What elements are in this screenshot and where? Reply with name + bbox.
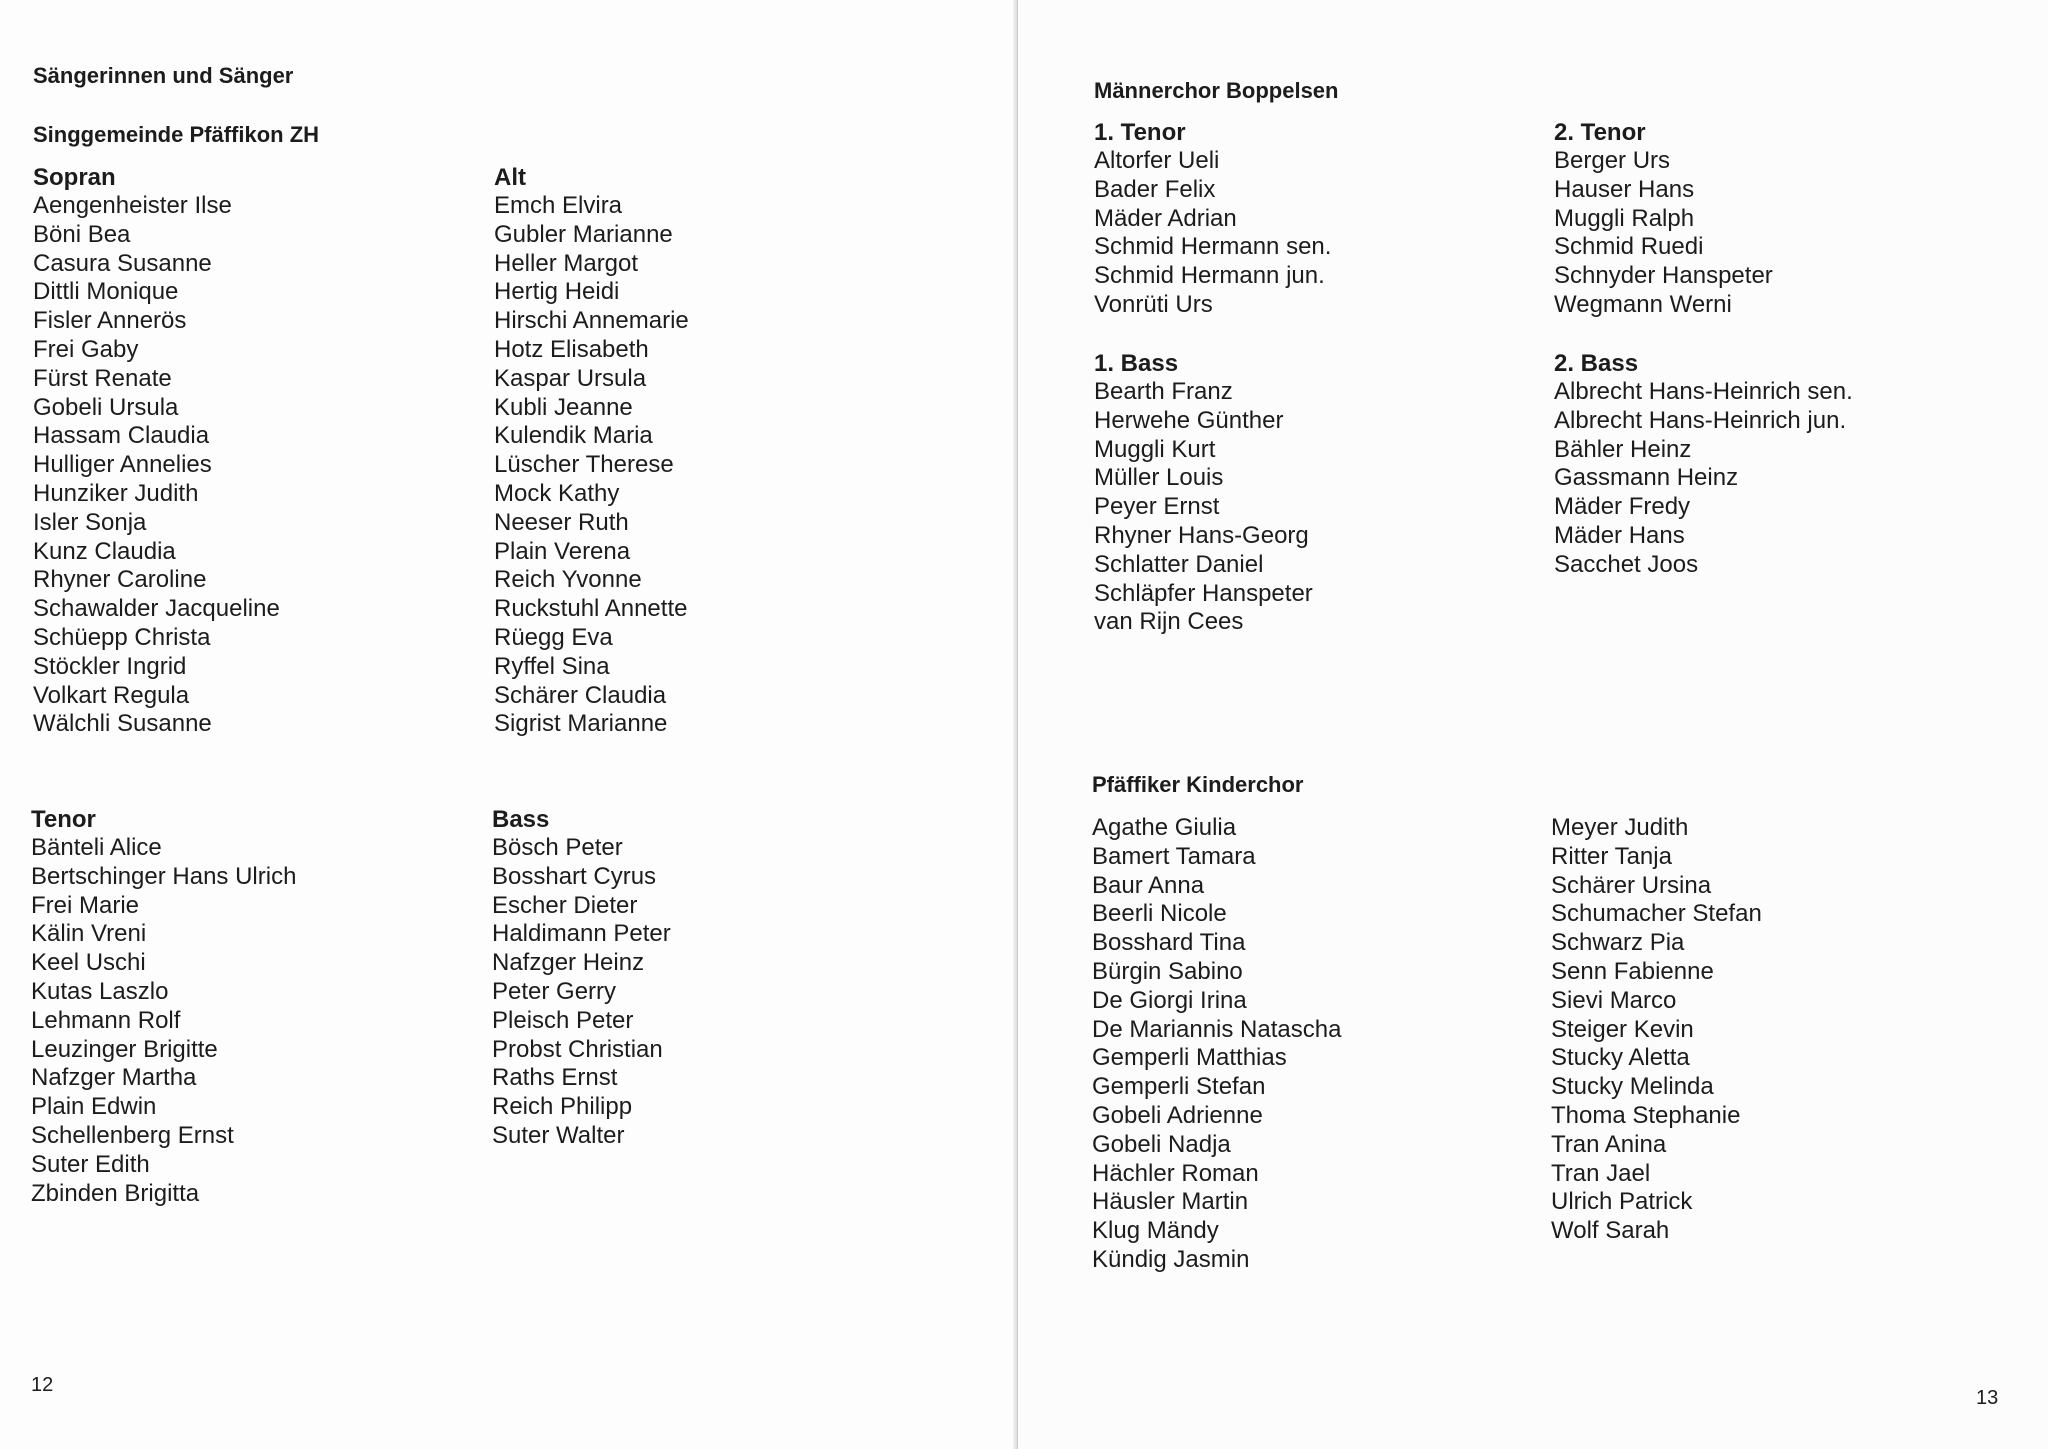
list-item: Rhyner Hans-Georg	[1094, 521, 1309, 549]
list-item: Muggli Kurt	[1094, 435, 1216, 463]
column-bass	[492, 806, 671, 1151]
right-page	[1018, 0, 2048, 1449]
list-item: Hassam Claudia	[33, 422, 210, 450]
list-item: Tran Jael	[1551, 1159, 1651, 1187]
column-2-tenor	[1554, 119, 1773, 320]
list-item: Bürgin Sabino	[1092, 957, 1243, 985]
list-item: Wälchli Susanne	[33, 710, 212, 738]
list-item: Schlatter Daniel	[1094, 550, 1264, 578]
list-item: Frei Gaby	[33, 335, 139, 363]
choir-title-kinderchor: Pfäffiker Kinderchor	[1092, 772, 1304, 797]
list-item: Haldimann Peter	[492, 920, 671, 948]
column-kinderchor-1	[1092, 814, 1341, 1275]
list-item: van Rijn Cees	[1094, 608, 1244, 636]
list-item: Gemperli Matthias	[1092, 1044, 1287, 1072]
name-list-sopran	[33, 192, 280, 739]
list-item: Herwehe Günther	[1094, 406, 1284, 434]
list-item: Schellenberg Ernst	[31, 1121, 234, 1149]
list-item: Leuzinger Brigitte	[31, 1035, 218, 1063]
section-title: Sängerinnen und Sänger	[33, 63, 294, 88]
list-item: Sievi Marco	[1551, 986, 1677, 1014]
list-item: Kutas Laszlo	[31, 977, 169, 1005]
list-item: Frei Marie	[31, 891, 140, 919]
list-item: Bänteli Alice	[31, 834, 162, 861]
list-item: Suter Walter	[492, 1121, 625, 1149]
list-item: Altorfer Ueli	[1094, 147, 1220, 174]
list-item: Volkart Regula	[33, 681, 190, 709]
list-item: Gubler Marianne	[494, 220, 673, 248]
name-list-bass	[492, 834, 671, 1151]
choir-title-singgemeinde: Singgemeinde Pfäffikon ZH	[33, 122, 320, 147]
list-item: Peyer Ernst	[1094, 493, 1220, 521]
list-item: Schärer Claudia	[494, 681, 667, 709]
column-alt	[494, 164, 689, 739]
list-item: Bamert Tamara	[1092, 842, 1256, 870]
voice-title-2-tenor: 2. Tenor	[1554, 119, 1646, 146]
list-item: Reich Yvonne	[494, 566, 642, 594]
list-item: Kunz Claudia	[33, 537, 176, 565]
name-list-tenor	[31, 834, 296, 1208]
list-item: Plain Edwin	[31, 1093, 157, 1121]
list-item: Vonrüti Urs	[1094, 290, 1213, 318]
list-item: Nafzger Martha	[31, 1064, 197, 1092]
list-item: Aengenheister Ilse	[33, 192, 232, 219]
voice-title-1-bass: 1. Bass	[1094, 350, 1179, 377]
list-item: Plain Verena	[494, 537, 631, 565]
list-item: Raths Ernst	[492, 1064, 618, 1092]
list-item: Dittli Monique	[33, 278, 179, 306]
list-item: Agathe Giulia	[1092, 814, 1237, 841]
name-list-kinderchor-2	[1551, 814, 1762, 1246]
voice-title-alt: Alt	[494, 164, 526, 191]
list-item: Sacchet Joos	[1554, 550, 1699, 578]
list-item: Zbinden Brigitta	[31, 1179, 200, 1207]
list-item: Emch Elvira	[494, 192, 623, 219]
list-item: Isler Sonja	[33, 508, 147, 536]
list-item: Mäder Hans	[1554, 521, 1685, 549]
list-item: Nafzger Heinz	[492, 949, 645, 977]
name-list-kinderchor-1	[1092, 814, 1341, 1275]
column-tenor	[31, 806, 296, 1208]
list-item: Kulendik Maria	[494, 422, 653, 450]
list-item: Kubli Jeanne	[494, 393, 633, 421]
list-item: Bosshart Cyrus	[492, 862, 657, 890]
list-item: De Giorgi Irina	[1092, 986, 1247, 1014]
list-item: Ritter Tanja	[1551, 842, 1672, 870]
name-list-2-bass	[1554, 378, 1853, 580]
list-item: Lüscher Therese	[494, 451, 674, 479]
list-item: Schmid Ruedi	[1554, 233, 1704, 261]
list-item: Böni Bea	[33, 220, 131, 248]
list-item: Ruckstuhl Annette	[494, 595, 688, 623]
list-item: Bearth Franz	[1094, 378, 1233, 405]
list-item: Tran Anina	[1551, 1130, 1667, 1158]
list-item: Lehmann Rolf	[31, 1006, 181, 1034]
voice-title-tenor: Tenor	[31, 806, 96, 833]
list-item: Häusler Martin	[1092, 1188, 1249, 1216]
list-item: Schwarz Pia	[1551, 929, 1685, 957]
list-item: Gobeli Adrienne	[1092, 1101, 1263, 1129]
list-item: Fisler Annerös	[33, 307, 187, 335]
list-item: Pleisch Peter	[492, 1006, 634, 1034]
list-item: Gemperli Stefan	[1092, 1073, 1266, 1101]
list-item: Schmid Hermann sen.	[1094, 233, 1332, 261]
list-item: Suter Edith	[31, 1150, 150, 1178]
list-item: Hotz Elisabeth	[494, 335, 649, 363]
list-item: Mäder Fredy	[1554, 493, 1691, 521]
list-item: Hertig Heidi	[494, 278, 620, 306]
list-item: Mäder Adrian	[1094, 204, 1237, 232]
name-list-alt	[494, 192, 689, 739]
list-item: Bähler Heinz	[1554, 435, 1692, 463]
list-item: Keel Uschi	[31, 949, 146, 977]
list-item: Hauser Hans	[1554, 175, 1695, 203]
list-item: Reich Philipp	[492, 1093, 633, 1121]
list-item: Schnyder Hanspeter	[1554, 262, 1773, 290]
list-item: Bader Felix	[1094, 175, 1216, 203]
list-item: Bertschinger Hans Ulrich	[31, 862, 297, 890]
list-item: Kündig Jasmin	[1092, 1245, 1250, 1273]
list-item: Casura Susanne	[33, 249, 212, 277]
voice-title-sopran: Sopran	[33, 164, 116, 191]
list-item: Albrecht Hans-Heinrich jun.	[1554, 406, 1847, 434]
list-item: Wegmann Werni	[1554, 290, 1732, 318]
name-list-1-bass	[1094, 378, 1313, 637]
column-2-bass	[1554, 350, 1853, 580]
list-item: Schmid Hermann jun.	[1094, 262, 1325, 290]
column-sopran	[33, 164, 280, 739]
choir-title-maennerchor: Männerchor Boppelsen	[1094, 78, 1339, 103]
list-item: Schüepp Christa	[33, 623, 211, 651]
list-item: Bösch Peter	[492, 834, 623, 861]
list-item: Schärer Ursina	[1551, 871, 1712, 899]
list-item: Beerli Nicole	[1092, 900, 1227, 928]
list-item: Stöckler Ingrid	[33, 652, 187, 680]
list-item: Hulliger Annelies	[33, 451, 212, 479]
list-item: Probst Christian	[492, 1035, 663, 1063]
list-item: Albrecht Hans-Heinrich sen.	[1554, 378, 1853, 405]
list-item: Gobeli Ursula	[33, 393, 179, 421]
voice-title-bass: Bass	[492, 806, 550, 833]
name-list-1-tenor	[1094, 147, 1331, 320]
list-item: Hirschi Annemarie	[494, 307, 689, 335]
name-list-2-tenor	[1554, 147, 1773, 320]
list-item: Schläpfer Hanspeter	[1094, 579, 1313, 607]
page-number-left: 12	[31, 1374, 54, 1396]
list-item: Müller Louis	[1094, 464, 1224, 492]
list-item: Meyer Judith	[1551, 814, 1689, 841]
list-item: Peter Gerry	[492, 977, 617, 1005]
list-item: Klug Mändy	[1092, 1217, 1219, 1245]
list-item: Rhyner Caroline	[33, 566, 207, 594]
list-item: Sigrist Marianne	[494, 710, 668, 738]
list-item: Senn Fabienne	[1551, 957, 1714, 985]
list-item: De Mariannis Natascha	[1092, 1015, 1342, 1043]
list-item: Kaspar Ursula	[494, 364, 647, 392]
voice-title-2-bass: 2. Bass	[1554, 350, 1639, 377]
list-item: Steiger Kevin	[1551, 1015, 1694, 1043]
list-item: Ryffel Sina	[494, 652, 610, 680]
page-number-right: 13	[1976, 1387, 1999, 1409]
list-item: Rüegg Eva	[494, 623, 613, 651]
column-kinderchor-2	[1551, 814, 1762, 1246]
list-item: Gobeli Nadja	[1092, 1130, 1231, 1158]
list-item: Muggli Ralph	[1554, 204, 1695, 232]
list-item: Ulrich Patrick	[1551, 1188, 1693, 1216]
voice-title-1-tenor: 1. Tenor	[1094, 119, 1186, 146]
list-item: Heller Margot	[494, 249, 639, 277]
list-item: Thoma Stephanie	[1551, 1101, 1741, 1129]
list-item: Hächler Roman	[1092, 1159, 1259, 1187]
list-item: Neeser Ruth	[494, 508, 629, 536]
list-item: Baur Anna	[1092, 871, 1205, 899]
list-item: Fürst Renate	[33, 364, 172, 392]
list-item: Hunziker Judith	[33, 479, 199, 507]
list-item: Mock Kathy	[494, 479, 620, 507]
column-1-tenor	[1094, 119, 1331, 320]
list-item: Stucky Melinda	[1551, 1073, 1714, 1101]
list-item: Bosshard Tina	[1092, 929, 1246, 957]
list-item: Wolf Sarah	[1551, 1217, 1670, 1245]
left-page	[0, 0, 1018, 1449]
list-item: Escher Dieter	[492, 891, 638, 919]
list-item: Schumacher Stefan	[1551, 900, 1762, 928]
list-item: Schawalder Jacqueline	[33, 595, 280, 623]
list-item: Berger Urs	[1554, 147, 1671, 174]
list-item: Kälin Vreni	[31, 920, 147, 948]
list-item: Stucky Aletta	[1551, 1044, 1690, 1072]
column-1-bass	[1094, 350, 1313, 637]
list-item: Gassmann Heinz	[1554, 464, 1739, 492]
